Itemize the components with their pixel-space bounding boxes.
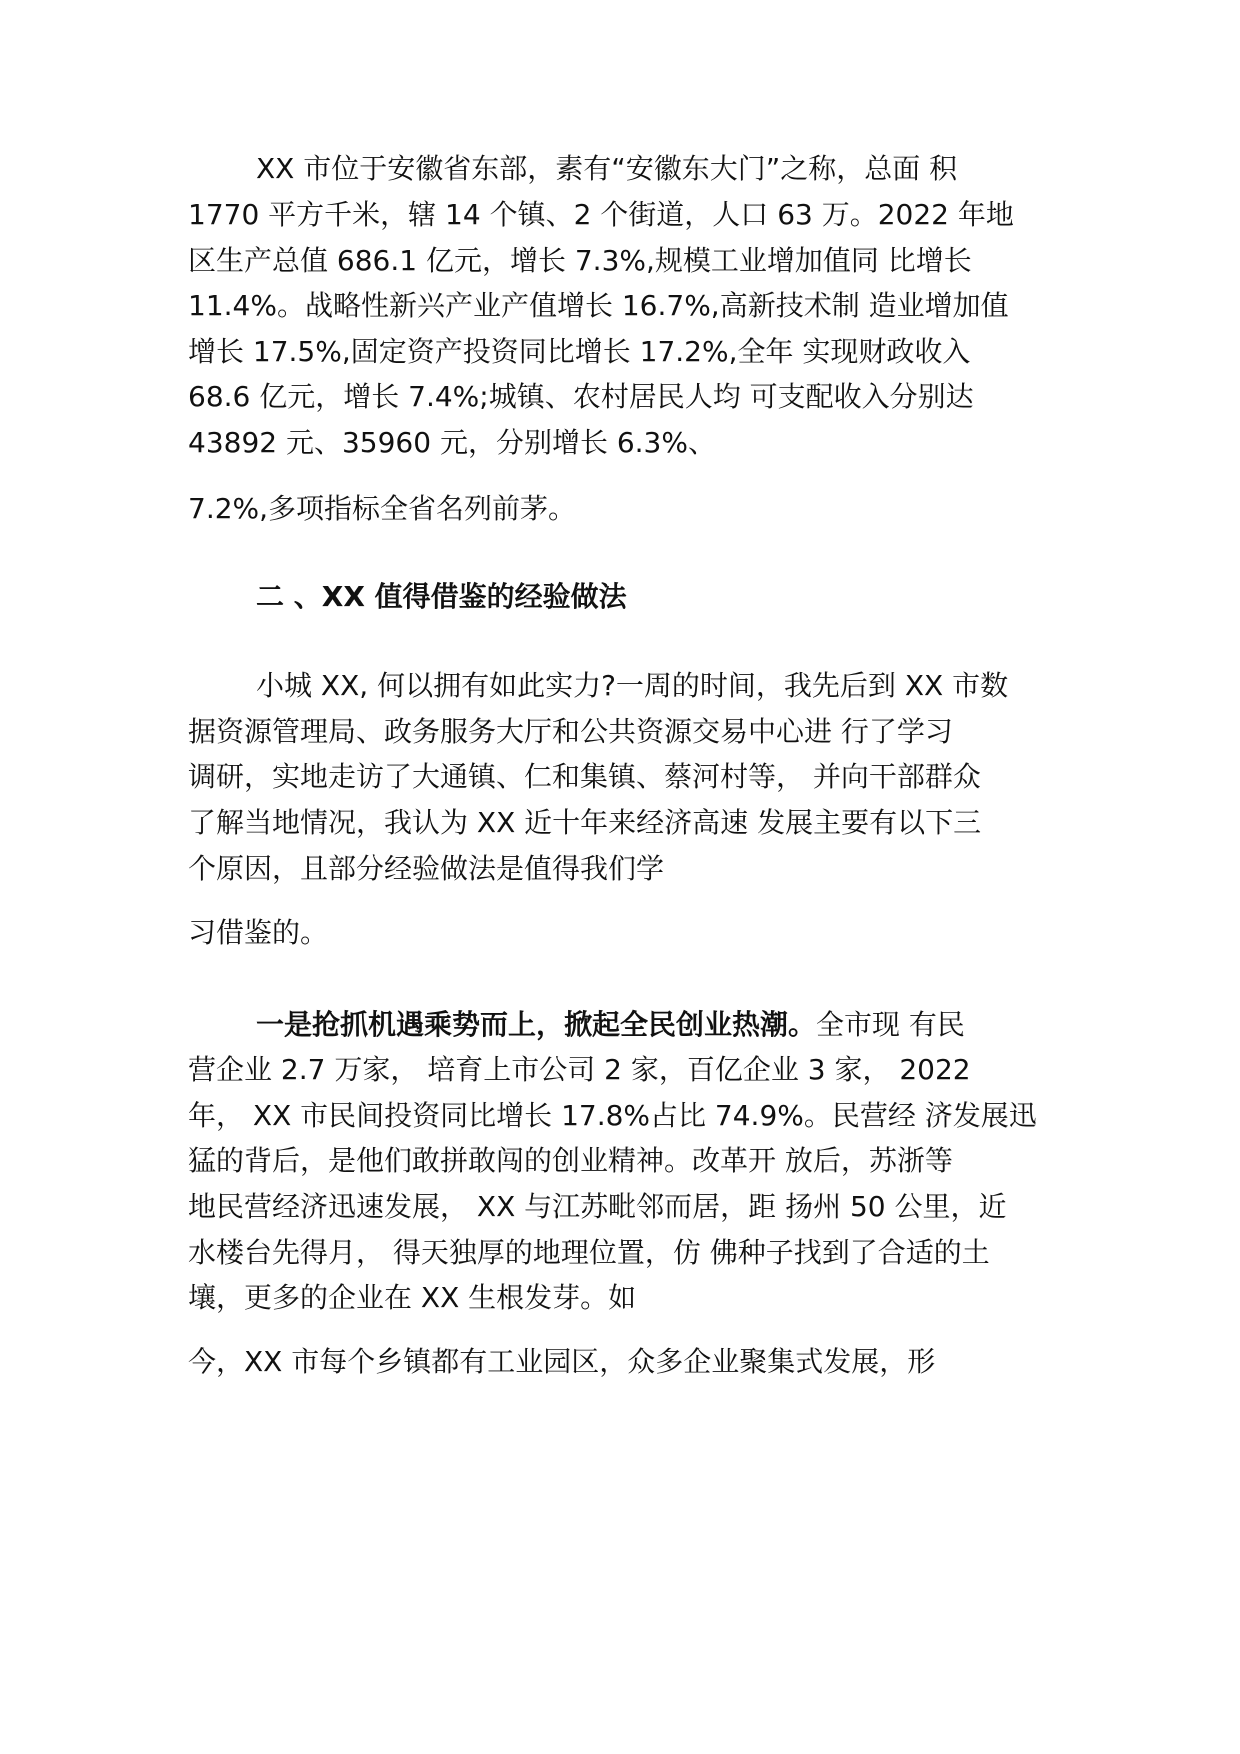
section-heading: 二 、XX 值得借鉴的经验做法: [256, 580, 627, 613]
paragraph-1-line-4: 11.4%。战略性新兴产业产值增长 16.7%,高新技术制 造业增加值: [188, 289, 1009, 322]
paragraph-1-line-6: 68.6 亿元，增长 7.4%;城镇、农村居民人均 可支配收入分别达: [188, 380, 974, 413]
paragraph-2-line-2: 据资源管理局、政务服务大厅和公共资源交易中心进 行了学习: [188, 715, 953, 748]
paragraph-3-line-8: 今，XX 市每个乡镇都有工业园区，众多企业聚集式发展，形: [188, 1345, 936, 1378]
paragraph-3-line-6: 水楼台先得月， 得天独厚的地理位置，仿 佛种子找到了合适的土: [188, 1236, 990, 1269]
paragraph-3-line-2: 营企业 2.7 万家， 培育上市公司 2 家，百亿企业 3 家， 2022: [188, 1053, 971, 1086]
paragraph-1-line-1: XX 市位于安徽省东部，素有“安徽东大门”之称，总面 积: [256, 152, 958, 185]
paragraph-3-line-1: [256, 1005, 965, 1045]
paragraph-3-line-7: 壤，更多的企业在 XX 生根发芽。如: [188, 1281, 637, 1314]
paragraph-1-line-3: 区生产总值 686.1 亿元，增长 7.3%,规模工业增加值同 比增长: [188, 244, 972, 277]
paragraph-3-line-5: 地民营经济迅速发展， XX 与江苏毗邻而居，距 扬州 50 公里，近: [188, 1190, 1007, 1223]
paragraph-1-line-2: 1770 平方千米，辖 14 个镇、2 个街道，人口 63 万。2022 年地: [188, 198, 1014, 231]
paragraph-3-line-3: 年， XX 市民间投资同比增长 17.8%占比 74.9%。民营经 济发展迅: [188, 1099, 1037, 1132]
paragraph-1-line-5: 增长 17.5%,固定资产投资同比增长 17.2%,全年 实现财政收入: [188, 335, 971, 368]
paragraph-2-line-5: 个原因，且部分经验做法是值得我们学: [188, 852, 665, 885]
paragraph-1-line-8: 7.2%,多项指标全省名列前茅。: [188, 492, 577, 525]
paragraph-2-line-3: 调研，实地走访了大通镇、仁和集镇、蔡河村等， 并向干部群众: [188, 760, 981, 793]
paragraph-3-line-4: 猛的背后，是他们敢拼敢闯的创业精神。改革开 放后，苏浙等: [188, 1144, 953, 1177]
paragraph-3-line-1-rest: 全市现 有民: [816, 1008, 965, 1041]
paragraph-2-line-4: 了解当地情况，我认为 XX 近十年来经济高速 发展主要有以下三: [188, 806, 982, 839]
paragraph-2-line-6: 习借鉴的。: [188, 916, 329, 949]
paragraph-1-line-7: 43892 元、35960 元，分别增长 6.3%、: [188, 426, 716, 459]
paragraph-2-line-1: 小城 XX, 何以拥有如此实力?一周的时间，我先后到 XX 市数: [256, 669, 1009, 702]
paragraph-3-lead: 一是抢抓机遇乘势而上，掀起全民创业热潮。: [256, 1008, 817, 1041]
